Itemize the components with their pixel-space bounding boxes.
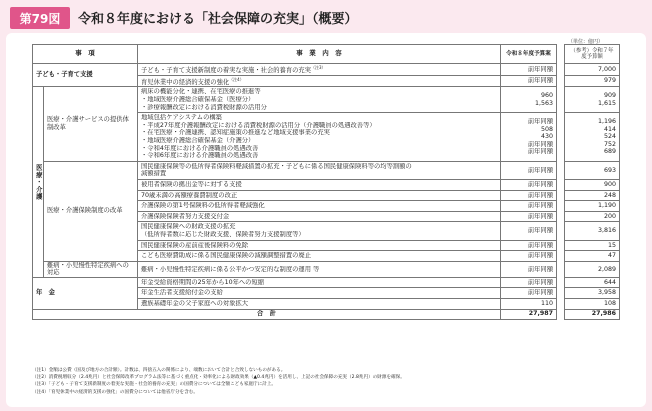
column-gap [557,190,565,201]
row-reference-line: 3,958 [597,289,616,297]
row-content [138,64,501,76]
row-reference [565,113,620,162]
row-budget [501,113,557,162]
row-budget [501,87,557,113]
row-reference [565,261,620,277]
row-content-line: 地域包括ケアシステムの構築 [141,114,222,122]
row-content-line: ・令和6年度における介護職員の処遇改善 [141,152,259,160]
row-content-line: ・地域医療介護総合確保基金（介護分） [141,136,255,144]
row-budget-line: 前年同額 [527,265,553,273]
row-content-line: 減額措置 [141,170,167,178]
row-reference-line: 900 [603,180,616,188]
footnote: （注4）「育児休業中の経済的支援の強化」の国費分については他省庁分を含む。 [32,389,198,395]
row-content [138,113,501,162]
row-budget [501,261,557,277]
total-label: 合 計 [33,309,501,319]
row-budget [501,288,557,299]
category-medical-care: 医療・介護 [33,87,44,278]
row-reference-line: 979 [603,77,616,85]
column-gap [557,201,565,212]
footnote: （注1）金額は公費（国及び地方の合計額）。計数は、四捨五入の関係により、端数において合計と合致しないものがある。 [32,368,286,373]
row-budget-line: 430 [540,133,553,141]
column-gap [557,161,565,179]
column-gap [557,309,565,319]
footnote: （注2）消費税増収分（2.4兆円）と社会保障改革プログラム法等に基づく重点化・効率化による財政効果（▲0.4兆円）を活用し、上記の社会保障の充実（2.8兆円）の財源を確保。 [32,375,405,381]
table-row [33,261,620,277]
row-budget-line: 前年同額 [527,212,553,220]
row-content [138,201,501,212]
row-content-line: 子ども・子育て支援新制度の着実な実施・社会的養育の充実$^{(注3)}$ [141,65,326,75]
footnotes [32,367,622,396]
row-content [138,211,501,222]
column-gap [557,288,565,299]
total-budget: 27,987 [501,309,557,319]
row-reference-line: 689 [603,148,616,156]
row-content-line: ・地域医療介護総合確保基金（医療分） [141,95,255,103]
row-budget [501,64,557,76]
row-reference-line: 414 [603,125,616,133]
row-reference [565,211,620,222]
row-category-label: 医療・介護保険制度の改革 [44,161,138,261]
row-reference-line: 1,615 [597,99,616,107]
row-budget-line: 前年同額 [527,77,553,85]
note-reference: （注3） [311,65,326,70]
row-reference [565,179,620,190]
row-content [138,240,501,251]
row-reference-line: 108 [603,300,616,308]
footnote: （注3）「子ども・子育て支援新制度の着実な実施・社会的養育の充実」の国費分については全額こども家庭庁に計上。 [32,382,277,388]
row-reference-line: 15 [607,241,616,249]
row-content-line: 介護保険の第1号保険料の低所得者軽減強化 [141,202,265,210]
column-gap [557,261,565,277]
header-budget: 令和８年度予算案 [501,45,557,64]
row-budget [501,299,557,310]
row-budget [501,179,557,190]
note-reference: （注4） [229,76,244,82]
row-content-line: ・令和4年度における介護職員の処遇改善 [141,144,259,152]
row-content-line: 年金生活者支援給付金の支給 [141,289,223,297]
row-reference [565,161,620,179]
column-gap [557,75,565,87]
row-reference [565,288,620,299]
row-content-line: こども医療費助成に係る国民健康保険の減額調整措置の廃止 [141,252,312,260]
row-reference [565,201,620,212]
row-content [138,222,501,240]
row-reference [565,87,620,113]
row-content-line: 介護保険保険者努力支援交付金 [141,212,230,220]
row-content-line: ・平成27年度介護報酬改定における消費税財源の活用分（介護職員の処遇改善等） [141,121,376,129]
row-reference-line: 909 [603,92,616,100]
row-budget-line: 110 [540,300,553,308]
unit-label: （単位：億円） [568,39,604,45]
row-content-line: 国民健康保険の産前産後保険料の免除 [141,241,249,249]
row-budget-line: 前年同額 [527,202,553,210]
row-content-line: 年金受給資格期間の25年から10年への短縮 [141,278,265,286]
header-content: 事 業 内 容 [138,45,501,64]
row-budget-line: 前年同額 [527,252,553,260]
row-content [138,179,501,190]
row-reference-line: 1,190 [597,202,616,210]
row-budget-line: 前年同額 [527,191,553,199]
total-row [33,309,620,319]
row-budget-line: 前年同額 [527,148,553,156]
header-reference: （参考）令和７年度予算額 [565,45,620,64]
row-content-line: ・在宅医療・介護連携、認知症施策の推進など地域支援事業の充実 [141,129,330,137]
row-content-line: 国民健康保険への財政支援の拡充 [141,223,236,231]
row-budget-line: 前年同額 [527,166,553,174]
column-gap [557,277,565,288]
column-gap [557,240,565,251]
row-content-line: （低所得者数に応じた財政支援、保険者努力支援制度等） [141,230,305,238]
row-budget [501,277,557,288]
row-budget [501,190,557,201]
row-category-label: 子ども・子育て支援 [33,64,138,87]
header-item: 事 項 [33,45,138,64]
row-reference [565,251,620,262]
row-budget [501,201,557,212]
row-budget [501,240,557,251]
row-budget-line: 前年同額 [527,65,553,73]
row-reference-line: 47 [607,252,616,260]
table-row [33,277,620,288]
row-content-line: 70歳未満の高額療養費制度の改正 [141,191,238,199]
row-reference-line: 524 [603,133,616,141]
row-budget [501,222,557,240]
row-reference-line: 3,816 [597,227,616,235]
row-content [138,75,501,87]
row-content [138,299,501,310]
column-gap [557,299,565,310]
row-content-line: 難病・小児慢性特定疾病に係る公平かつ安定的な制度の運用 等 [141,265,320,273]
row-reference-line: 2,089 [597,265,616,273]
row-category-label: 難病・小児慢性特定疾病への対応 [44,261,138,277]
column-gap [557,179,565,190]
row-reference [565,75,620,87]
row-content [138,87,501,113]
table-row [33,161,620,179]
column-gap [557,211,565,222]
row-reference [565,240,620,251]
column-gap [557,251,565,262]
row-content-line: 被用者保険の拠出金等に対する支援 [141,180,242,188]
page-title: 令和８年度における「社会保障の充実」（概要） [78,12,358,27]
figure-number-badge: 第79図 [10,7,70,29]
column-gap [557,64,565,76]
row-reference-line: 752 [603,140,616,148]
table-row [33,64,620,76]
row-budget-line: 1,563 [534,99,553,107]
row-content [138,288,501,299]
row-budget [501,251,557,262]
row-content [138,251,501,262]
row-budget-line: 前年同額 [527,289,553,297]
row-reference-line: 693 [603,166,616,174]
row-content [138,161,501,179]
row-budget-line: 前年同額 [527,227,553,235]
row-budget [501,75,557,87]
total-reference: 27,986 [565,309,620,319]
row-reference-line: 248 [603,191,616,199]
row-content-line: ・診療報酬改定における消費税財源の活用分 [141,103,267,111]
row-content-line: 病床の機能分化・連携、在宅医療の推進等 [141,88,261,96]
row-content-line: 国民健康保険等の低所得者保険料軽減措置の拡充・子どもに係る国民健康保険料等の均等割額の [141,162,412,170]
row-reference-line: 1,196 [597,117,616,125]
row-reference [565,222,620,240]
row-category-label: 年 金 [33,277,138,309]
row-reference-line: 7,000 [597,65,616,73]
row-content-line: 遺族基礎年金の父子家庭への対象拡大 [141,300,249,308]
row-budget-line: 508 [540,125,553,133]
column-gap [557,87,565,113]
row-reference-line: 200 [603,212,616,220]
column-gap [557,222,565,240]
row-content [138,261,501,277]
row-budget-line: 前年同額 [527,140,553,148]
row-budget [501,161,557,179]
budget-table [32,44,620,320]
row-budget-line: 前年同額 [527,241,553,249]
row-content [138,277,501,288]
table-row [33,87,620,113]
row-reference [565,299,620,310]
row-content-line: 育児休業中の経済的支援の強化$^{(注4)}$ [141,76,244,86]
row-budget-line: 前年同額 [527,117,553,125]
row-budget [501,211,557,222]
row-content [138,190,501,201]
row-reference [565,190,620,201]
row-reference-line: 644 [603,278,616,286]
row-budget-line: 前年同額 [527,180,553,188]
row-budget-line: 960 [540,92,553,100]
row-budget-line: 前年同額 [527,278,553,286]
row-reference [565,277,620,288]
column-gap [557,113,565,162]
row-reference [565,64,620,76]
row-category-label: 医療・介護サービスの提供体制改革 [44,87,138,161]
